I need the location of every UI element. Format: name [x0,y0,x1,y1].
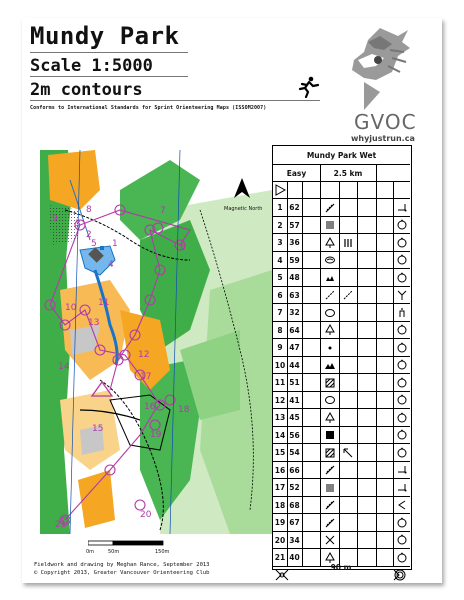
control-number: 4 [277,255,283,265]
column-divider [302,287,303,305]
control-code: 51 [289,378,300,388]
column-divider [393,532,394,550]
circle-icon [396,342,408,354]
column-divider [393,269,394,287]
column-divider [339,444,340,462]
column-divider [339,409,340,427]
tree-icon [324,237,336,249]
column-divider [320,339,321,357]
column-divider [357,427,358,445]
description-row [273,233,410,252]
column-divider [393,409,394,427]
column-divider [320,427,321,445]
column-divider [357,462,358,480]
control-code: 67 [289,518,300,528]
course-name: Easy [286,169,307,178]
column-divider [357,182,358,199]
control-label: 2 [86,230,92,240]
column-divider [339,479,340,497]
circle-icon [396,254,408,266]
column-divider [339,357,340,375]
earth-bank-icon [324,464,336,476]
column-divider [302,252,303,270]
column-divider [302,514,303,532]
description-row [273,373,410,392]
column-divider [393,462,394,480]
club-name: GVOC [354,110,417,134]
column-divider [320,392,321,410]
control-number: 9 [277,343,283,353]
column-divider [320,234,321,252]
column-divider [302,234,303,252]
column-divider [357,269,358,287]
control-label: 14 [58,362,70,372]
control-number: 13 [274,413,286,423]
column-divider [357,392,358,410]
runner-icon [296,76,320,98]
column-divider [339,392,340,410]
column-divider [393,497,394,515]
column-divider [393,217,394,235]
column-divider [376,322,377,340]
column-divider [357,497,358,515]
tree-icon [324,412,336,424]
column-divider [320,549,321,567]
circle-icon [396,237,408,249]
control-number: 11 [274,378,286,388]
column-divider [393,357,394,375]
column-divider [320,199,321,217]
description-row [273,513,410,532]
column-divider [302,357,303,375]
column-divider [393,234,394,252]
column-divider [339,374,340,392]
column-divider [376,287,377,305]
column-divider [287,182,288,199]
column-divider [357,479,358,497]
circle-icon [396,534,408,546]
column-divider [393,392,394,410]
control-code: 62 [289,203,300,213]
column-divider [393,199,394,217]
scale-bar [88,540,164,548]
control-code: 59 [289,255,300,265]
control-label: 12 [138,350,150,360]
circle-icon [396,324,408,336]
circle-icon [396,219,408,231]
circle-icon [396,517,408,529]
column-divider [376,304,377,322]
column-divider [320,497,321,515]
column-divider [376,165,377,182]
column-divider [376,269,377,287]
column-divider [376,217,377,235]
arrow-icon [342,447,354,459]
column-divider [376,497,377,515]
column-divider [376,549,377,567]
column-divider [393,549,394,567]
description-finish-row [273,563,410,573]
circle-icon [396,412,408,424]
column-divider [339,427,340,445]
path-icon [342,289,354,301]
north-label: Magnetic North [224,206,263,212]
column-divider [302,462,303,480]
description-course-row [273,164,410,182]
path-icon [324,289,336,301]
column-divider [339,532,340,550]
column-divider [376,392,377,410]
side-icon [396,307,408,319]
club-url: whyjustrun.ca [351,134,415,143]
control-number: 3 [277,238,283,248]
column-divider [302,532,303,550]
control-label: 15 [92,424,104,434]
control-number: 18 [274,500,286,510]
description-row [273,443,410,462]
column-divider [339,182,340,199]
description-event-row [273,146,410,164]
column-divider [339,287,340,305]
column-divider [376,444,377,462]
control-label: 21 [55,520,67,530]
column-divider [302,304,303,322]
control-code: 34 [289,535,300,545]
column-divider [376,427,377,445]
conformance-note: Conforms to International Standards for Sprint Orienteering Maps (ISSOM2007) [30,105,267,111]
control-number: 6 [277,290,283,300]
circle-icon [396,359,408,371]
control-number: 19 [274,518,286,528]
culvert-icon [324,254,336,266]
column-divider [320,165,321,182]
column-divider [393,427,394,445]
column-divider [376,339,377,357]
description-row [273,531,410,550]
column-divider [320,304,321,322]
angle-icon [396,499,408,511]
control-label: 17 [140,372,152,382]
column-divider [376,182,377,199]
scale-bar-label: 150m [155,549,170,555]
column-divider [357,217,358,235]
dot-icon [324,342,336,354]
control-number: 14 [274,430,286,440]
description-row [273,356,410,375]
control-label: 19 [150,430,162,440]
column-divider [357,252,358,270]
description-row [273,408,410,427]
column-divider [376,514,377,532]
description-row [273,461,410,480]
column-divider [393,444,394,462]
column-divider [302,479,303,497]
rocky-ground-icon [324,272,336,284]
description-row [273,391,410,410]
description-row [273,286,410,305]
control-code: 52 [289,483,300,493]
column-divider [393,322,394,340]
column-divider [339,217,340,235]
event-name: Mundy Park Wet [306,150,377,160]
column-divider [302,549,303,567]
clearing-icon [324,307,336,319]
earth-bank-icon [324,517,336,529]
column-divider [302,392,303,410]
control-label: 20 [140,510,152,520]
column-divider [320,479,321,497]
corner-icon [396,482,408,494]
column-divider [357,339,358,357]
column-divider [320,444,321,462]
description-row [273,321,410,340]
column-divider [339,252,340,270]
control-number: 2 [277,220,283,230]
control-code: 45 [289,413,300,423]
control-code: 47 [289,343,300,353]
column-divider [320,287,321,305]
control-code: 63 [289,290,300,300]
column-divider [357,549,358,567]
control-number: 17 [274,483,286,493]
control-code: 56 [289,430,300,440]
control-code: 44 [289,360,300,370]
column-divider [339,199,340,217]
column-divider [302,374,303,392]
control-code: 36 [289,238,300,248]
column-divider [320,532,321,550]
clearing-icon [324,394,336,406]
course-length: 2.5 km [333,169,363,178]
control-code: 57 [289,220,300,230]
control-label: 10 [65,303,77,313]
column-divider [357,409,358,427]
description-row [273,251,410,270]
column-divider [357,374,358,392]
column-divider [320,182,321,199]
column-divider [302,322,303,340]
column-divider [302,269,303,287]
control-code: 54 [289,448,300,458]
control-number: 12 [274,395,286,405]
finish-icon [393,569,407,581]
column-divider [357,444,358,462]
column-divider [320,357,321,375]
column-divider [302,409,303,427]
description-row [273,216,410,235]
column-divider [376,409,377,427]
column-divider [339,322,340,340]
control-label: 16 [144,402,156,412]
column-divider [320,514,321,532]
control-number: 5 [277,273,283,283]
column-divider [376,462,377,480]
corner-icon [396,202,408,214]
corner-icon [396,464,408,476]
column-divider [376,357,377,375]
column-divider [302,497,303,515]
column-divider [339,234,340,252]
column-divider [320,374,321,392]
start-triangle-icon [274,184,286,196]
description-row [273,303,410,322]
column-divider [376,479,377,497]
control-description-sheet [272,145,412,573]
vegetation-boundary-icon [342,237,354,249]
column-divider [357,514,358,532]
column-divider [320,462,321,480]
building-icon [324,377,336,389]
column-divider [357,322,358,340]
column-divider [393,304,394,322]
control-number: 15 [274,448,286,458]
map-scale: Scale 1:5000 [30,56,153,76]
circle-icon [396,272,408,284]
control-number: 7 [277,308,283,318]
description-row [273,496,410,515]
column-divider [320,409,321,427]
control-code: 48 [289,273,300,283]
control-number: 20 [274,535,286,545]
column-divider [393,374,394,392]
column-divider [393,287,394,305]
column-divider [302,182,303,199]
column-divider [339,304,340,322]
column-divider [302,199,303,217]
column-divider [339,497,340,515]
circle-icon [396,394,408,406]
cross-icon [324,534,336,546]
boulders-icon [324,359,336,371]
column-divider [320,322,321,340]
control-code: 41 [289,395,300,405]
column-divider [339,269,340,287]
control-code: 66 [289,465,300,475]
finish-distance: 90 m [330,563,352,573]
control-label: 7 [160,206,166,216]
control-label: 4 [108,260,114,270]
control-label: 13 [88,318,100,328]
title-divider [30,52,188,53]
scale-bar-label: 0m [86,549,95,555]
tree-icon [324,324,336,336]
column-divider [357,287,358,305]
control-number: 1 [277,203,283,213]
control-code: 40 [289,553,300,563]
earth-bank-icon [324,499,336,511]
column-divider [376,199,377,217]
circle-icon [396,429,408,441]
credit-copyright: © Copyright 2013, Greater Vancouver Orienteering Club [34,570,210,576]
column-divider [357,357,358,375]
gvoc-logo-icon [340,26,412,112]
square-icon [324,429,336,441]
control-label: 11 [98,298,110,308]
control-code: 68 [289,500,300,510]
north-arrow-icon [234,178,250,204]
map-title: Mundy Park [30,22,180,50]
junction-icon [396,289,408,301]
column-divider [320,217,321,235]
column-divider [376,374,377,392]
stairway-icon [324,219,336,231]
column-divider [393,479,394,497]
description-start-row [273,181,410,199]
control-number: 8 [277,325,283,335]
control-label: 9 [52,214,58,224]
circle-icon [396,552,408,564]
description-row [273,338,410,357]
column-divider [302,444,303,462]
column-divider [357,532,358,550]
control-number: 21 [274,553,286,563]
column-divider [376,234,377,252]
contours-divider [30,100,320,101]
control-label: 8 [86,205,92,215]
column-divider [302,339,303,357]
column-divider [339,339,340,357]
column-divider [302,427,303,445]
control-label: 3 [75,219,81,229]
control-label: 6 [180,243,186,253]
column-divider [393,182,394,199]
control-number: 10 [274,360,286,370]
column-divider [339,462,340,480]
circle-icon [396,447,408,459]
earth-bank-icon [324,202,336,214]
control-number: 16 [274,465,286,475]
control-code: 64 [289,325,300,335]
building-icon [324,447,336,459]
control-label: 18 [178,405,190,415]
description-row [273,198,410,217]
credit-fieldwork: Fieldwork and drawing by Meghan Rance, September 2013 [34,562,210,568]
column-divider [357,199,358,217]
description-row [273,478,410,497]
stairway-icon [324,482,336,494]
column-divider [376,532,377,550]
column-divider [339,514,340,532]
tree-icon [324,552,336,564]
navigate-to-finish-icon [275,569,289,581]
column-divider [357,304,358,322]
column-divider [393,339,394,357]
circle-icon [396,377,408,389]
column-divider [357,234,358,252]
map-contours: 2m contours [30,80,143,100]
column-divider [302,217,303,235]
control-label: 5 [91,239,97,249]
control-label: 1 [112,239,118,249]
description-row [273,268,410,287]
column-divider [320,269,321,287]
column-divider [320,252,321,270]
scale-divider [30,76,188,77]
column-divider [393,252,394,270]
column-divider [393,514,394,532]
description-row [273,426,410,445]
scale-bar-label: 50m [108,549,120,555]
control-code: 32 [289,308,300,318]
column-divider [376,252,377,270]
